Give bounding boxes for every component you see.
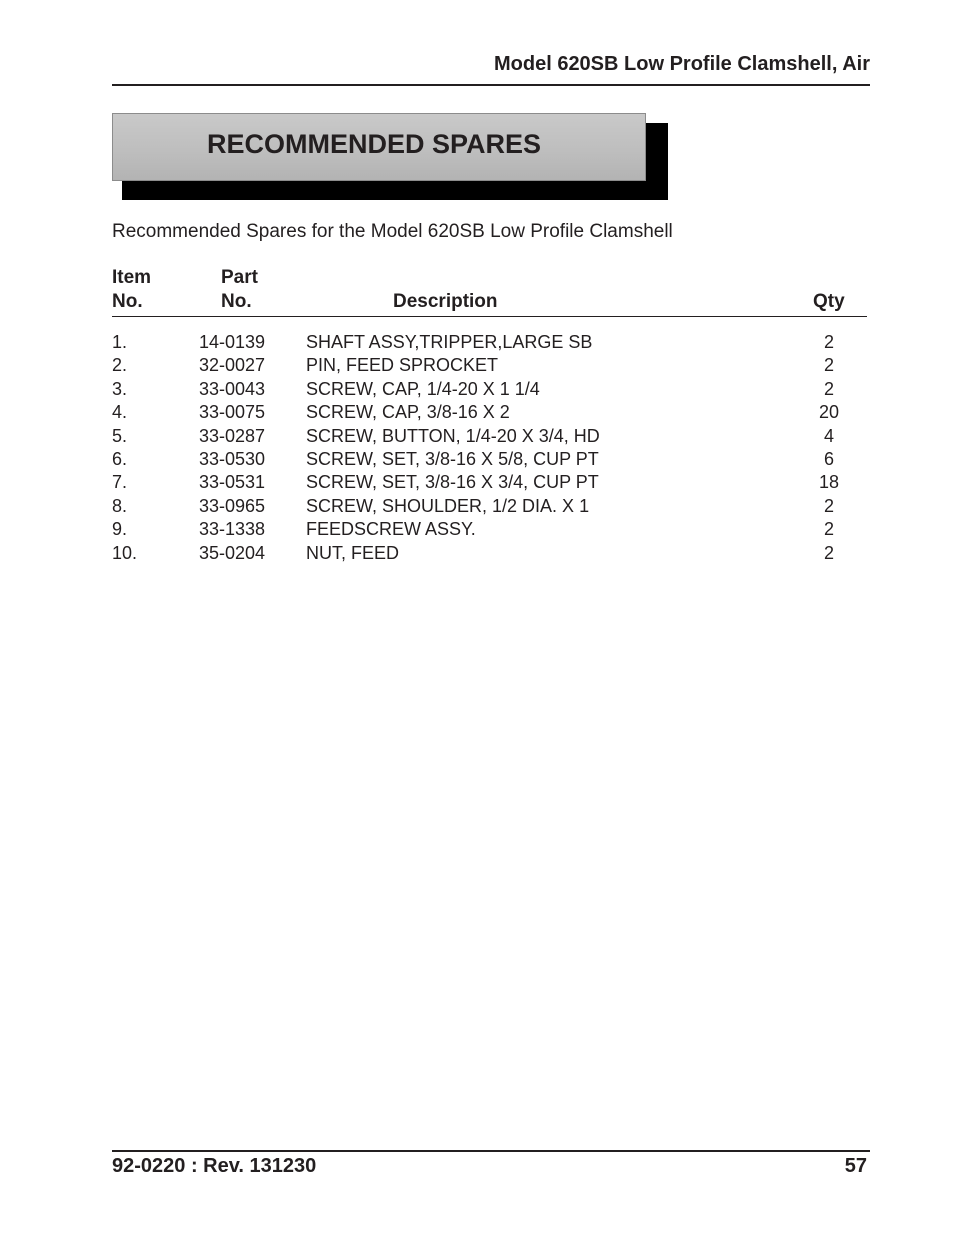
part-description: PIN, FEED SPROCKET: [306, 355, 499, 376]
header-description: Description: [393, 291, 498, 312]
table-row: [0, 426, 954, 449]
table-row: [0, 472, 954, 495]
header-item-line1: Item: [112, 267, 152, 288]
part-quantity: 2: [823, 378, 834, 399]
table-row: [0, 496, 954, 519]
part-number: 33-1338: [199, 519, 266, 540]
part-description: NUT, FEED: [306, 542, 400, 563]
part-quantity: 2: [823, 495, 834, 516]
part-description: FEEDSCREW ASSY.: [306, 519, 476, 540]
header-item-line2: No.: [112, 291, 143, 312]
part-description: SCREW, BUTTON, 1/4-20 X 3/4, HD: [306, 425, 600, 446]
document-number: 92-0220 : Rev. 131230: [112, 1155, 317, 1177]
header-title: Model 620SB Low Profile Clamshell, Air: [493, 53, 870, 75]
table-row: [0, 519, 954, 542]
table-row: [0, 402, 954, 425]
intro-text: Recommended Spares for the Model 620SB Low Profile Clamshell: [112, 221, 673, 242]
part-number: 35-0204: [199, 542, 266, 563]
item-number: 8.: [112, 495, 128, 516]
part-description: SCREW, SET, 3/8-16 X 5/8, CUP PT: [306, 448, 599, 469]
section-title: RECOMMENDED SPARES: [207, 129, 542, 159]
part-quantity: 2: [823, 355, 834, 376]
part-quantity: 20: [818, 402, 840, 423]
part-description: SCREW, CAP, 1/4-20 X 1 1/4: [306, 378, 540, 399]
table-row: [0, 449, 954, 472]
header-qty: Qty: [813, 291, 845, 312]
item-number: 5.: [112, 425, 128, 446]
table-row: [0, 332, 954, 355]
part-quantity: 18: [818, 472, 840, 493]
header-part-line1: Part: [221, 267, 258, 288]
table-row: [0, 543, 954, 566]
item-number: 7.: [112, 472, 128, 493]
part-number: 33-0043: [199, 378, 266, 399]
part-number: 14-0139: [199, 332, 266, 352]
item-number: 1.: [112, 332, 128, 352]
part-description: SCREW, SHOULDER, 1/2 DIA. X 1: [306, 495, 590, 516]
item-number: 3.: [112, 378, 128, 399]
item-number: 6.: [112, 448, 128, 469]
part-number: 33-0531: [199, 472, 266, 493]
section-banner: [112, 113, 668, 200]
banner-face: [112, 113, 646, 181]
item-number: 10.: [112, 542, 138, 563]
item-number: 9.: [112, 519, 128, 540]
part-quantity: 6: [823, 448, 834, 469]
item-number: 2.: [112, 355, 128, 376]
part-number: 32-0027: [199, 355, 266, 376]
part-description: SCREW, CAP, 3/8-16 X 2: [306, 402, 510, 423]
header-divider: [112, 84, 870, 86]
part-description: SCREW, SET, 3/8-16 X 3/4, CUP PT: [306, 472, 599, 493]
part-number: 33-0287: [199, 425, 266, 446]
part-number: 33-0075: [199, 402, 266, 423]
part-quantity: 2: [823, 519, 834, 540]
part-quantity: 2: [823, 332, 834, 352]
part-quantity: 4: [823, 425, 834, 446]
table-row: [0, 355, 954, 378]
footer-divider: [112, 1150, 870, 1152]
part-number: 33-0530: [199, 448, 266, 469]
table-header-divider: [112, 316, 867, 317]
parts-table-body: [0, 332, 954, 566]
table-row: [0, 379, 954, 402]
part-quantity: 2: [823, 542, 834, 563]
header-part-line2: No.: [221, 291, 252, 312]
part-number: 33-0965: [199, 495, 266, 516]
item-number: 4.: [112, 402, 128, 423]
page-number: 57: [844, 1155, 867, 1177]
part-description: SHAFT ASSY,TRIPPER,LARGE SB: [306, 332, 593, 352]
